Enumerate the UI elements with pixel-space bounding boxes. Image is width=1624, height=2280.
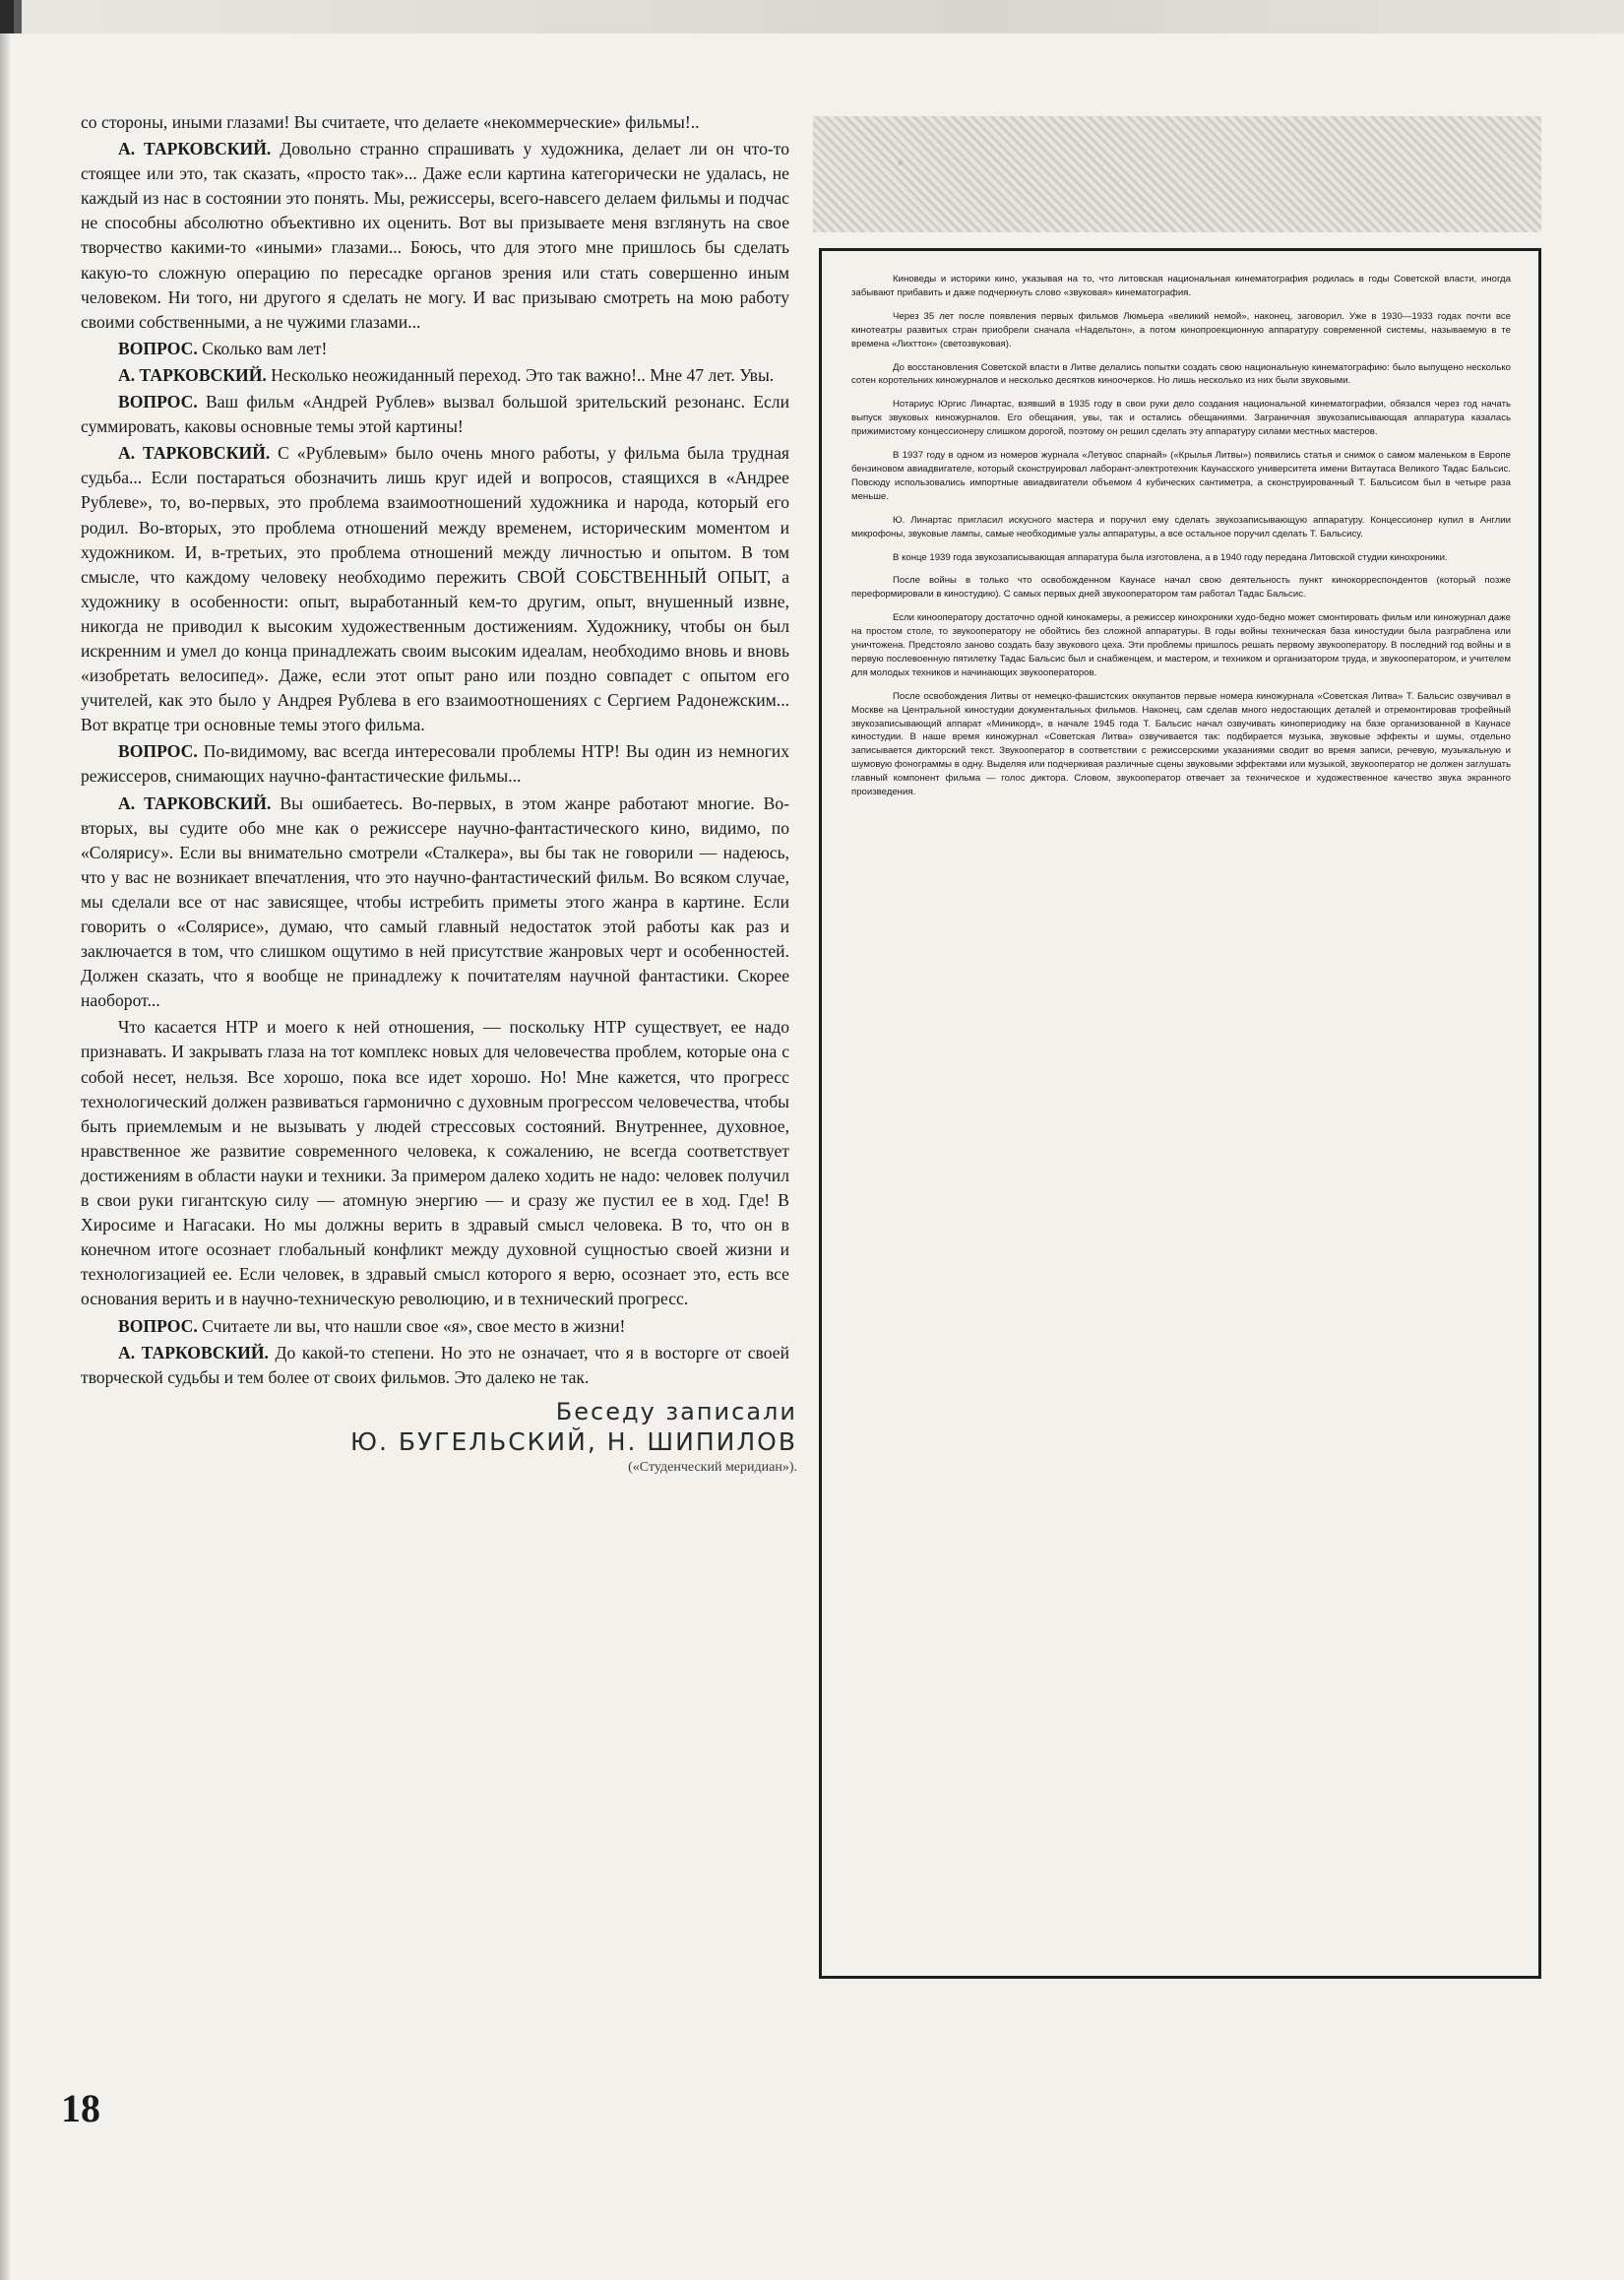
paragraph-text: До какой-то степени. Но это не означает, что я в восторге от своей творческой судьбы и тем более от своих фильмов. Это далеко не так. bbox=[81, 1342, 789, 1387]
article-paragraph: Нотариус Юргис Линартас, взявший в 1935 году в свои руки дело создания национальной кинематографии, обязался через год начать выпуск звуковых киножурналов. Его обещания, увы, так и остались обещаниями. Заграничная звукозаписывающая аппаратура казалась прижимистому концессионеру слишком дорогой, поэтому он решил сделать эту аппаратуру силами местных мастеров. bbox=[851, 399, 1511, 438]
interview-column bbox=[81, 110, 789, 1392]
signature-source: («Студенческий меридиан»). bbox=[628, 1460, 797, 1475]
interview-paragraph bbox=[81, 1341, 789, 1390]
article-paragraph: Ю. Линартас пригласил искусного мастера и поручил ему сделать звукозаписывающую аппаратуру. Концессионер купил в Англии микрофоны, звуковые лампы, самые необходимые узлы аппаратуры, а все остальное поручил сделать Т. Бальсису. bbox=[851, 514, 1511, 539]
interview-paragraph bbox=[81, 739, 789, 789]
speaker-label: ВОПРОС. bbox=[118, 1315, 198, 1336]
interview-paragraph bbox=[81, 337, 789, 361]
paragraph-text: Довольно странно спрашивать у художника, делает ли он что-то стоящее или это, так сказать, «просто так»... Даже если картина категорически не удалась, не каждый из нас в состоянии это понять. Мы, режиссеры, всего-навсего делаем фильмы и подчас не способны абсолютно объективно их оценить. Вот вы призываете меня взглянуть на свое творчество какими-то «иными» глазами... Боюсь, что для этого мне пришлось бы сделать какую-то сложную операцию по пересадке органов зрения или стать совершенно иным человеком. Ни того, ни другого я сделать не могу. И вас призываю смотреть на мою работу своими собственными, а не чужими глазами... bbox=[81, 139, 789, 332]
article-paragraph: После войны в только что освобожденном Каунасе начал свою деятельность пункт кинокорреспондентов (который позже переформировали в киностудию). С самых первых дней звукооператором там работал Тадас Бальсис. bbox=[851, 575, 1511, 601]
page-number: 18 bbox=[61, 2086, 100, 2130]
section-header-banner bbox=[813, 116, 1541, 232]
scan-edge-left bbox=[0, 33, 10, 2280]
interview-paragraph bbox=[81, 137, 789, 335]
article-paragraph: Через 35 лет после появления первых фильмов Люмьера «великий немой», наконец, заговорил. Уже в 1930—1933 годах почти все кинотеатры развитых стран приобрели сначала «Надельтон», а потом кинопроекционную аппаратуру современной системы, называемую в те времена «Лихттон» (светозвуковая). bbox=[851, 310, 1511, 349]
paragraph-text: Вы ошибаетесь. Во-первых, в этом жанре работают многие. Во-вторых, вы судите обо мне как о режиссере научно-фантастического кино, видимо, по «Солярису». Если вы внимательно смотрели «Сталкера», вы бы так не говорили — надеюсь, что у вас не возникает впечатления, что это научно-фантастический фильм. Во всяком случае, мы сделали все от нас зависящее, чтобы истребить приметы этого жанра в картине. Если говорить о «Солярисе», думаю, что самый главный недостаток этой работы как раз и заключается в том, что слишком ощутимо в ней присутствие жанровых черт и особенностей. Должен сказать, что я вообще не принадлежу к почитателям научной фантастики. Скорее наоборот... bbox=[81, 792, 790, 1011]
signature-block bbox=[285, 1398, 797, 1476]
interview-paragraph bbox=[81, 792, 789, 1014]
speaker-label: ВОПРОС. bbox=[118, 741, 198, 762]
paragraph-text: Ваш фильм «Андрей Рублев» вызвал большой зрительский резонанс. Если суммировать, каковы основные темы этой картины! bbox=[81, 392, 789, 437]
interview-paragraph bbox=[81, 1314, 789, 1339]
scan-edge-top bbox=[0, 0, 1624, 33]
article-paragraph: Киноведы и историки кино, указывая на то, что литовская национальная кинематография родилась в годы Советской власти, иногда забывают прибавить и даже подчеркнуть слово «звуковая» кинематография. bbox=[851, 274, 1511, 298]
speaker-label: А. ТАРКОВСКИЙ. bbox=[118, 1342, 269, 1362]
paragraph-text: Что касается НТР и моего к ней отношения, — поскольку НТР существует, ее надо признавать. И закрывать глаза на тот комплекс новых для человечества проблем, которые она с собой несет, нельзя. Все хорошо, пока все идет хорошо. Но! Мне кажется, что прогресс технологический должен развиваться гармонично с духовным прогрессом человечества, чтобы быть приемлемым и не вызывать у людей стрессовых состояний. Внутреннее, духовное, нравственное же развитие современного человека, к сожалению, не всегда соответствует достижениям в области науки и техники. За примером далеко ходить не надо: человек получил в свои руки гигантскую силу — атомную энергию — и сразу же пустил ее в ход. Где! В Хиросиме и Нагасаки. Но мы должны верить в здравый смысл человека. В то, что он в конечном итоге осознает глобальный конфликт между духовной сущностью своей жизни и технологизацией ее. Если человек, в здравый смысл которого я верю, осознает это, есть все основания верить и в научно-техническую революцию, и в технический прогресс. bbox=[81, 1017, 789, 1309]
interview-paragraph bbox=[81, 441, 789, 737]
paragraph-text: со стороны, иными глазами! Вы считаете, что делаете «некоммерческие» фильмы!.. bbox=[81, 112, 700, 132]
article-paragraph: Если кинооператору достаточно одной кинокамеры, а режиссер кинохроники худо-бедно может смонтировать фильм или киножурнал даже на простом столе, то звукооператору не обойтись без сложной аппаратуры. В годы войны техническая база киностудии была разграблена или уничтожена. Предстояло заново создать базу звукового цеха. Эти проблемы пришлось решать первому звукооператору. В последний год войны и в первую послевоенную пятилетку Тадас Бальсис был и снабженцем, и мастером, и техником и организатором труда, и звукооператором, и учителем для молодых техников и начинающих звукооператоров. bbox=[851, 612, 1511, 678]
paragraph-text: С «Рублевым» было очень много работы, у фильма была трудная судьба... Если постараться обозначить лишь круг идей и вопросов, стаящихся в «Андрее Рублеве», то, во-первых, это проблема взаимоотношений художника и народа, который его родил. Во-вторых, это проблема отношений между временем, историческим моментом и художником. И, в-третьих, это проблема отношений между личностью и опытом. В том смысле, что каждому человеку необходимо пережить СВОЙ СОБСТВЕННЫЙ ОПЫТ, а художнику в особенности: опыт, выработанный кем-то другим, опыт, внушенный извне, никогда не приводил к высоким художественным достижениям. Художнику, чтобы он был искренним и умел до конца принадлежать своим высоким идеалам, необходимо вновь и вновь «изобретать велосипед». Даже, если этот опыт рано или поздно совпадет с опытом его учителей, как это было у Андрея Рублева в его взаимоотношениях с Сергием Радонежским... Вот вкратце три основные темы этого фильма. bbox=[81, 443, 789, 735]
paragraph-text: Сколько вам лет! bbox=[197, 338, 328, 358]
interview-paragraph bbox=[81, 390, 789, 439]
speaker-label: ВОПРОС. bbox=[118, 338, 198, 358]
signature-authors: Ю. БУГЕЛЬСКИЙ, Н. ШИПИЛОВ bbox=[349, 1427, 797, 1456]
signature-line-1: Беседу записали bbox=[555, 1398, 797, 1425]
interview-paragraph bbox=[81, 110, 789, 135]
speaker-label: А. ТАРКОВСКИЙ. bbox=[118, 139, 272, 159]
paragraph-text: Несколько неожиданный переход. Это так важно!.. Мне 47 лет. Увы. bbox=[266, 364, 775, 385]
paragraph-text: По-видимому, вас всегда интересовали проблемы НТР! Вы один из немногих режиссеров, снимающих научно-фантастические фильмы... bbox=[81, 741, 789, 787]
speaker-label: ВОПРОС. bbox=[118, 392, 198, 412]
article-box bbox=[819, 248, 1541, 1979]
article-paragraph: После освобождения Литвы от немецко-фашистских оккупантов первые номера киножурнала «Советская Литва» Т. Бальсис озвучивал в Москве на Центральной киностудии документальных фильмов. Наконец, сам сделав много недостающих деталей и отремонтировав трофейный звукозаписывающий аппарат «Миникорд», в начале 1945 года Т. Бальсис начал озвучивать кинопериодику на базе организованной в Каунасе киностудии. В наше время киножурнал «Советская Литва» озвучивается так: подбирается музыка, звуковые эффекты и шумы, отдельно записывается дикторский текст. Звукооператор в соответствии с режиссерскими указаниями сводит во время записи, речевую, музыкальную и шумовую фонограммы в одну. Выделяя или подчеркивая различные сцены звуковыми эффектами или музыкой, звукооператор не должен заглушать главный компонент фильма — голос диктора. Словом, звукооператор отвечает за техническое и художественное качество звука экранного произведения. bbox=[851, 690, 1511, 798]
article-paragraph: В 1937 году в одном из номеров журнала «Летувос спарнай» («Крылья Литвы») появились статья и снимок о самом маленьком в Европе бензиновом авиадвигателе, который сконструировал лаборант-электротехник Каунасского университета имени Витаутаса Великого Тадас Бальсис. Повсюду использовались импортные авиадвигатели объемом 4 кубических сантиметра, а сконструированный Т. Бальсисом был в четыре раза меньше. bbox=[851, 450, 1511, 502]
interview-paragraph bbox=[81, 363, 789, 388]
article-paragraph: В конце 1939 года звукозаписывающая аппаратура была изготовлена, а в 1940 году передана Литовской студии кинохроники. bbox=[893, 551, 1448, 563]
article-paragraph: До восстановления Советской власти в Литве делались попытки создать свою национальную кинематографию: было выпущено несколько сотен коротельних киножурналов и несколько десятков киноочерков. Но лишь несколько из них были звуковыми. bbox=[851, 361, 1511, 387]
paragraph-text: Считаете ли вы, что нашли свое «я», свое место в жизни! bbox=[197, 1315, 626, 1336]
interview-paragraph bbox=[81, 1015, 789, 1311]
speaker-label: А. ТАРКОВСКИЙ. bbox=[118, 364, 267, 385]
speaker-label: А. ТАРКОВСКИЙ. bbox=[118, 443, 271, 464]
speaker-label: А. ТАРКОВСКИЙ. bbox=[118, 792, 272, 813]
